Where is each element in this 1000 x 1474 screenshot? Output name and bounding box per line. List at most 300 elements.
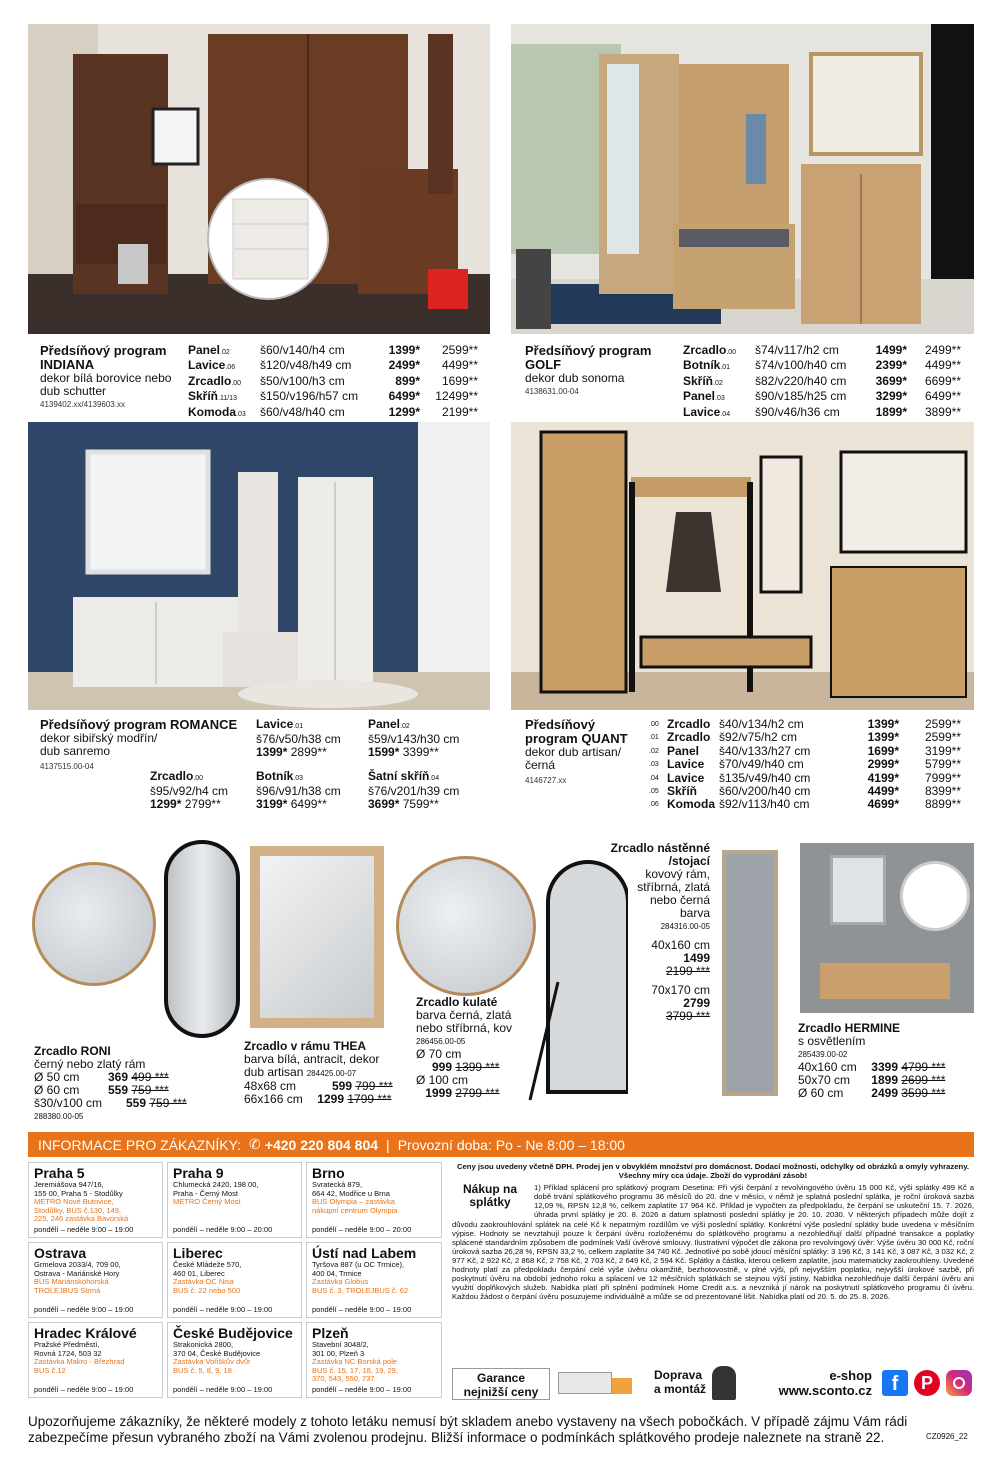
installment-purchase-label: Nákup na splátky <box>462 1182 517 1210</box>
phone-icon: ✆ <box>249 1136 261 1152</box>
store-transport: TROLEJBUS Strmá <box>34 1285 101 1295</box>
mirror-roni-tall-image <box>164 840 240 1038</box>
hermine-code: 285439.00-02 <box>798 1050 848 1059</box>
row-old-price: 1699** <box>441 373 478 388</box>
thea-desc-2: dub artisan <box>244 1065 304 1079</box>
row-price: 2399* <box>875 358 907 373</box>
store-ostrava <box>28 1242 163 1318</box>
item-code: .00 <box>193 775 204 782</box>
store-transport: Zastávka Vořiškův dvůr <box>173 1357 251 1367</box>
item-price: 1599* <box>368 745 400 759</box>
store-address: Tyršova 887 (u OC Trmice), <box>312 1260 405 1269</box>
row-code: .02 <box>713 379 723 387</box>
row-old-price: 1399 *** <box>455 1060 500 1074</box>
item-dim: š59/v143/h30 cm <box>368 732 460 746</box>
row-price: 2999* <box>867 757 899 772</box>
table-row <box>34 1097 264 1110</box>
item-old-price: 6499** <box>290 797 327 811</box>
row-dim: š60/v48/h40 cm <box>260 404 345 419</box>
romance-item-panel <box>368 718 459 759</box>
row-old-price: 12499** <box>435 389 478 404</box>
customer-info-bar <box>28 1132 974 1157</box>
row-name: Skříň <box>188 389 219 404</box>
table-row <box>683 375 973 390</box>
store-hours: pondělí – neděle 9:00 – 19:00 <box>312 1305 412 1315</box>
row-price: 369 <box>107 1070 128 1084</box>
doprava-line-2: a montáž <box>654 1382 707 1396</box>
item-dim: š76/v201/h39 cm <box>368 784 460 798</box>
row-dim: š74/v100/h40 cm <box>755 358 847 373</box>
row-code: .01 <box>649 734 659 742</box>
store-address: 301 00, Plzeň 3 <box>312 1348 365 1358</box>
store-name: Brno <box>312 1165 345 1181</box>
mirror-floor-image <box>722 850 778 1096</box>
row-price: 3299* <box>875 389 907 404</box>
table-row <box>798 1087 974 1100</box>
row-old-price: 8899** <box>924 797 961 812</box>
store-plzen <box>306 1322 442 1398</box>
row-code: .04 <box>720 410 731 418</box>
row-dim: š120/v48/h49 cm <box>260 358 352 373</box>
store-name: Ostrava <box>34 1245 87 1261</box>
row-price: 559 <box>107 1083 128 1097</box>
quant-title-1: Předsíňový <box>525 717 596 732</box>
store-address: Strakonická 2800, <box>173 1340 234 1349</box>
row-old-price: 8399** <box>924 784 961 799</box>
store-name: Liberec <box>173 1245 223 1261</box>
row-old-price: 6499** <box>924 389 961 404</box>
item-dim: š76/v50/h38 cm <box>256 732 341 746</box>
instagram-icon[interactable] <box>946 1370 972 1396</box>
item-name: Botník <box>256 769 294 783</box>
nastenne-price-1: 1499 <box>683 951 710 965</box>
store-address: Stavební 3048/2, <box>312 1340 369 1349</box>
store-hours: pondělí – neděle 9:00 – 19:00 <box>34 1225 134 1235</box>
nastenne-desc: barva <box>679 906 710 920</box>
item-code: .01 <box>293 723 304 730</box>
store-praha-9 <box>167 1162 302 1238</box>
store-name: Praha 5 <box>34 1165 85 1181</box>
row-name: Lavice <box>683 404 721 419</box>
store-transport: BUS č. 3, TROLEJBUS č. 62 <box>312 1285 409 1295</box>
store-transport: BUS č. 5, 8, 9, 18 <box>173 1365 232 1375</box>
doprava-line-1: Doprava <box>654 1368 703 1382</box>
store-address: Jeremiášova 947/16, <box>34 1180 104 1189</box>
row-size: 48x68 cm <box>244 1079 297 1093</box>
store-transport: Zastávka Makro - Březhrad <box>34 1357 125 1367</box>
quant-photo <box>511 422 974 710</box>
store-transport: METRO Černý Most <box>173 1197 241 1207</box>
row-dim: š60/v140/h4 cm <box>260 343 345 357</box>
row-price: 3399 <box>871 1060 898 1074</box>
store-hradec-kralove <box>28 1322 163 1398</box>
item-price: 1299* <box>150 797 182 811</box>
item-code: .04 <box>429 775 440 782</box>
hermine-title: Zrcadlo HERMINE <box>798 1021 901 1035</box>
item-dim: š95/v92/h4 cm <box>150 784 229 798</box>
row-old-price: 1799 *** <box>347 1092 392 1106</box>
store-hours: pondělí – neděle 9:00 – 19:00 <box>173 1305 273 1315</box>
nastenne-code: 284316.00-05 <box>660 922 710 931</box>
store-address: Grmelova 2033/4, 709 00, <box>34 1260 121 1269</box>
delivery-truck-icon <box>558 1368 638 1400</box>
row-price: 1899* <box>875 404 907 419</box>
row-name: Zrcadlo <box>188 373 232 388</box>
row-dim: š92/v75/h2 cm <box>719 730 798 745</box>
indiana-code: 4139402.xx/4139603.xx <box>40 400 125 409</box>
row-name: Lavice <box>667 770 705 785</box>
item-name: Lavice <box>256 717 294 731</box>
row-old-price: 3599 *** <box>901 1086 946 1100</box>
romance-item-botnik <box>256 770 341 811</box>
row-name: Zrcadlo <box>683 343 727 357</box>
garance-badge <box>452 1368 550 1400</box>
store-transport: BUS Mariánskohorská <box>34 1277 109 1287</box>
row-code: .03 <box>715 395 725 403</box>
row-size: 66x166 cm <box>244 1092 303 1106</box>
golf-title: Předsíňový program GOLF <box>525 343 652 372</box>
item-old-price: 7599** <box>402 797 439 811</box>
row-code: .01 <box>720 364 731 372</box>
nastenne-title-1: Zrcadlo nástěnné <box>610 841 710 855</box>
table-row <box>244 1093 409 1106</box>
row-price: 599 <box>331 1079 352 1093</box>
store-name: Plzeň <box>312 1325 349 1341</box>
mirror-kulate-image <box>396 856 536 996</box>
row-code: .06 <box>649 801 659 809</box>
row-price: 3699* <box>875 373 907 388</box>
romance-item-lavice <box>256 718 341 759</box>
romance-item-satni-skrin <box>368 770 459 811</box>
row-price: 1399* <box>867 717 899 731</box>
romance-title: Předsíňový program ROMANCE <box>40 717 238 732</box>
row-old-price: 6699** <box>924 373 961 388</box>
nastenne-old-price-2: 3799 *** <box>665 1009 710 1023</box>
page-code: CZ0926_22 <box>926 1432 968 1441</box>
store-ceske-budejovice <box>167 1322 302 1398</box>
row-old-price: 4499** <box>441 358 478 373</box>
store-address: Svratecká 879, <box>312 1180 363 1189</box>
quant-price-table <box>649 718 974 812</box>
eshop-line-1: e-shop <box>829 1368 872 1383</box>
row-old-price: 759 *** <box>131 1083 169 1097</box>
row-price: 999 <box>431 1060 452 1074</box>
row-old-price: 4499** <box>924 358 961 373</box>
nastenne-desc: stříbrná, zlatá <box>637 880 710 894</box>
table-row <box>649 785 974 798</box>
store-address: 370 04, České Budějovice <box>173 1348 261 1358</box>
row-code: .03 <box>649 761 659 769</box>
row-price: 1399* <box>388 343 420 357</box>
kulate-desc-2: nebo stříbrná, kov <box>416 1021 513 1035</box>
store-transport: Stodůlky, BUS č.130, 149, <box>34 1205 121 1215</box>
info-phone[interactable]: +420 220 804 804 <box>264 1136 379 1153</box>
footer-text: Upozorňujeme zákazníky, že některé modely z tohoto letáku nemusí být skladem anebo vystaveny na všech pobočkách. V případě zájmu Vám rádi zabezpečíme přesun vybraného zboží na Vámi zvolenou prodejnu. Bližší informace o podmínkách splátkového prodeje naleznete na straně 22. <box>28 1414 908 1445</box>
item-code: .03 <box>293 775 304 782</box>
eshop-link[interactable] <box>746 1368 872 1398</box>
row-old-price: 7999** <box>924 770 961 785</box>
nastenne-size-2: 70x170 cm <box>651 983 710 997</box>
table-row <box>188 406 488 421</box>
store-transport: 225, 246 zastávka Bavorská <box>34 1214 129 1224</box>
info-label: INFORMACE PRO ZÁKAZNÍKY: <box>38 1136 242 1153</box>
item-old-price: 2899** <box>290 745 327 759</box>
store-transport: BUS č. 15, 17, 18, 19, 29, <box>312 1365 398 1375</box>
golf-desc: dekor dub sonoma <box>525 371 625 385</box>
item-price: 3199* <box>256 797 288 811</box>
store-hours: pondělí – neděle 9:00 – 19:00 <box>312 1385 412 1395</box>
golf-price-table <box>683 344 973 421</box>
thea-title: Zrcadlo v rámu THEA <box>244 1039 367 1053</box>
row-code: .03 <box>236 410 246 418</box>
row-price: 1999 <box>425 1086 452 1100</box>
store-hours: pondělí – neděle 9:00 – 19:00 <box>34 1305 134 1315</box>
row-dim: š60/v200/h40 cm <box>719 784 811 799</box>
row-price: 2499 <box>871 1086 898 1100</box>
nastenne-price-2: 2799 <box>683 996 710 1010</box>
row-old-price: 3899** <box>924 404 961 419</box>
garance-line-2: nejnižší ceny <box>463 1385 539 1399</box>
row-code: .05 <box>649 788 659 796</box>
store-transport: 370, 543, 550, 737 <box>312 1374 375 1384</box>
store-transport: METRO Nové Butovice, <box>34 1197 114 1207</box>
legal-text-block <box>452 1162 974 1364</box>
row-code: .00 <box>649 721 659 728</box>
row-price: 1399* <box>867 730 899 745</box>
row-code: .11/13 <box>218 395 237 403</box>
hermine-desc: s osvětlením <box>798 1034 866 1048</box>
store-hours: pondělí – neděle 9:00 – 19:00 <box>34 1385 134 1395</box>
store-hours: pondělí – neděle 9:00 – 20:00 <box>312 1225 412 1235</box>
row-price: 4699* <box>867 797 899 812</box>
romance-code: 4137515.00-04 <box>40 762 94 771</box>
store-transport: Zastávka Globus <box>312 1277 369 1287</box>
row-size: Ø 100 cm <box>416 1073 469 1087</box>
row-dim: š40/v134/h2 cm <box>719 717 804 731</box>
row-old-price: 2599** <box>924 717 961 731</box>
item-old-price: 2799** <box>184 797 221 811</box>
row-size: 40x160 cm <box>798 1060 857 1074</box>
item-old-price: 3399** <box>402 745 439 759</box>
row-dim: š135/v49/h40 cm <box>719 770 811 785</box>
row-name: Lavice <box>188 358 226 373</box>
item-name: Panel <box>368 717 401 731</box>
roni-code: 288380.00-05 <box>34 1112 84 1121</box>
store-transport: BUS Olympia – zastávka <box>312 1197 395 1207</box>
row-old-price: 2599** <box>441 343 478 357</box>
table-row <box>188 390 488 405</box>
row-dim: š92/v113/h40 cm <box>719 797 810 812</box>
romance-desc-1: dekor sibiřský modřín/ <box>40 731 158 745</box>
row-dim: š90/v46/h36 cm <box>755 404 840 419</box>
row-size: Ø 50 cm <box>34 1070 80 1084</box>
nastenne-size-1: 40x160 cm <box>651 938 710 952</box>
pinterest-icon[interactable]: P <box>914 1370 940 1396</box>
nastenne-title-2: /stojací <box>668 854 710 868</box>
table-row <box>683 344 973 359</box>
table-row <box>188 359 488 374</box>
row-code: .02 <box>649 747 659 755</box>
row-old-price: 4799 *** <box>901 1060 946 1074</box>
item-code: .02 <box>400 723 410 730</box>
nastenne-desc: kovový rám, <box>645 867 710 881</box>
item-name: Šatní skříň <box>368 769 430 783</box>
quant-code: 4146727.xx <box>525 776 567 785</box>
store-usti-nad-labem <box>306 1242 442 1318</box>
row-price: 1899 <box>871 1073 898 1087</box>
store-address: Praha - Černý Most <box>173 1188 239 1198</box>
store-address: České Mládeže 570, <box>173 1260 242 1269</box>
store-address: Ostrava - Mariánské Hory <box>34 1268 120 1278</box>
golf-photo <box>511 24 974 334</box>
mirror-roni-round-image <box>32 862 156 986</box>
romance-card <box>28 422 490 822</box>
row-old-price: 3199** <box>924 743 961 758</box>
row-code: .00 <box>231 379 242 387</box>
row-name: Skříň <box>683 373 714 388</box>
kulate-title: Zrcadlo kulaté <box>416 995 498 1009</box>
golf-card <box>511 24 974 419</box>
row-old-price: 2199** <box>441 404 478 419</box>
row-old-price: 2699 *** <box>901 1073 946 1087</box>
table-row <box>188 375 488 390</box>
garance-line-1: Garance <box>476 1371 526 1385</box>
row-name: Skříň <box>667 784 698 799</box>
store-address: 400 04, Trmice <box>312 1268 362 1278</box>
row-size: Ø 70 cm <box>416 1047 462 1061</box>
row-name: Zrcadlo <box>667 717 711 731</box>
item-dim: š96/v91/h38 cm <box>256 784 341 798</box>
info-hours: Provozní doba: Po - Ne 8:00 – 18:00 <box>397 1136 625 1153</box>
store-address: 460 01, Liberec <box>173 1268 225 1278</box>
row-price: 4499* <box>867 784 899 799</box>
table-row <box>416 1087 534 1100</box>
table-row <box>188 344 488 359</box>
row-old-price: 2599** <box>924 730 961 745</box>
store-name: České Budějovice <box>173 1325 293 1341</box>
mirror-thea-image <box>250 846 384 1028</box>
hermine-block <box>798 1022 974 1100</box>
row-old-price: 499 *** <box>131 1070 169 1084</box>
store-brno <box>306 1162 442 1238</box>
row-dim: š50/v100/h3 cm <box>260 373 345 388</box>
row-size: Ø 60 cm <box>798 1086 844 1100</box>
row-name: Komoda <box>667 797 715 812</box>
store-name: Praha 9 <box>173 1165 224 1181</box>
store-liberec <box>167 1242 302 1318</box>
store-address: Pražské Předměstí, <box>34 1340 100 1349</box>
item-name: Zrcadlo <box>150 769 194 783</box>
indiana-title: Předsíňový program INDIANA <box>40 343 167 372</box>
store-transport: BUS č.12 <box>34 1365 66 1375</box>
row-price: 559 <box>125 1096 146 1110</box>
row-price: 2499* <box>388 358 420 373</box>
row-name: Botník <box>683 358 721 373</box>
row-dim: š40/v133/h27 cm <box>719 743 811 758</box>
row-dim: š90/v185/h25 cm <box>755 389 847 404</box>
romance-desc-2: dub sanremo <box>40 744 111 758</box>
table-row <box>683 390 973 405</box>
row-code: .02 <box>220 349 230 356</box>
table-row <box>683 359 973 374</box>
eshop-url: www.sconto.cz <box>778 1383 872 1398</box>
store-hours: pondělí – neděle 9:00 – 19:00 <box>173 1385 273 1395</box>
doprava-label <box>654 1368 706 1396</box>
store-praha-5 <box>28 1162 163 1238</box>
row-name: Lavice <box>667 757 705 772</box>
footer-notice <box>28 1414 974 1446</box>
row-price: 1299* <box>388 404 420 419</box>
row-dim: š74/v117/h2 cm <box>755 343 839 357</box>
row-dim: š150/v196/h57 cm <box>260 389 359 404</box>
roni-desc: černý nebo zlatý rám <box>34 1057 146 1071</box>
store-transport: BUS č. 22 nebo 500 <box>173 1285 241 1295</box>
store-transport: nákupní centrum Olympia <box>312 1205 398 1215</box>
quant-title-2: program QUANT <box>525 731 628 746</box>
row-dim: š82/v220/h40 cm <box>755 373 847 388</box>
row-name: Zrcadlo <box>667 730 711 745</box>
store-hours: pondělí – neděle 9:00 – 20:00 <box>173 1225 273 1235</box>
romance-photo <box>28 422 490 710</box>
row-name: Panel <box>683 389 716 404</box>
facebook-icon[interactable]: f <box>882 1370 908 1396</box>
row-old-price: 2499** <box>924 343 961 357</box>
table-row <box>649 718 974 731</box>
nastenne-desc: nebo černá <box>649 893 710 907</box>
thea-desc-1: barva bílá, antracit, dekor <box>244 1052 380 1066</box>
kulate-code: 286456.00-05 <box>416 1037 466 1046</box>
table-row <box>649 798 974 811</box>
row-price: 1499* <box>875 343 907 357</box>
item-price: 1399* <box>256 745 288 759</box>
hermine-photo <box>800 843 974 1013</box>
table-row <box>683 406 973 421</box>
row-code: .06 <box>225 364 236 372</box>
row-code: .00 <box>726 349 737 356</box>
store-address: Chlumecká 2420, 198 00, <box>173 1180 259 1189</box>
row-price: 899* <box>395 373 420 388</box>
nastenne-block <box>598 842 710 1023</box>
table-row <box>649 772 974 785</box>
divider: | <box>386 1136 390 1153</box>
row-code: .04 <box>649 774 659 782</box>
legal-installment-example: 1) Příklad splácení pro splátkový program Desetina: Při výši čerpání z revolvingového úvěru 15 000 Kč, výši splátky 499 Kč a době trvání splátkového programu 36 měsíců do 20. dne v měsíci, v němž je splatná poslední splátka, je roční úroková sazba 12,09 %, RPSN 12,8 %, celkem zaplatíte 17 964 Kč. Příklad je vypočten za předpokladu, že čerpání se uskuteční 15. 7. 2026, úhrada první splátky je 20. 8. 2026 a datum splatnosti poslední splátky je 20. 10. 2030. V některých případech může dojít z důvodu zaokrouhlování splátek na celé Kč k nepatrným rozdílům ve výši poslední splátky. Konkrétní výše poslední splátky bude uvedena v měsíčním výpise. Hodnoty se nevztahují pouze k čerpání úvěru rozloženému do splátkového programu a nezohledňují další případné transakce a poplatky splácené standardním způsobem dle podmínek Vaší úvěrové smlouvy. Ilustrativní výpočet dle zákona pro revolvingový úvěr: Výše úvěru 30 000 Kč, roční úroková sazba 26,28 %, RPSN 33,2 %, celkem zaplatíte 34 740 Kč. Jednotlivé po sobě jdoucí měsíční splátky: 3 196 Kč, 3 141 Kč, 3 087 Kč, 3 032 Kč, 2 977 Kč, 2 922 Kč, 2 868 Kč, 2 758 Kč, 2 703 Kč, 2 649 Kč, 2 594 Kč. Splátky a částka, kterou celkem zaplatíte, jsou matematicky zaokrouhleny. Uvedené hodnoty platí za předpokladu čerpání celé výše úvěru okamžitě, bezhotovostně, v plné výši, při nejvyšším poplatku, nejvyšší úrokové sazbě, při poskytnutí úvěru na období jednoho roku a splacení ve 12 měsíčních splátkách se stejnou výší jistiny. Nabídka nezohledňuje další čerpání úvěru ani využití doplňkových služeb. Nabídka platí při splnění podmínek Home Credit a.s. a nevzniká jí nárok na poskytnutí splátkového programu či úvěru. Každou žádost o čerpání úvěru posuzujeme individuálně a může se od prezentované lišit. Nabídka platí od 20. 5. do 25. 8. 2026. <box>452 1183 974 1302</box>
indiana-price-table <box>188 344 488 421</box>
row-dim: š70/v49/h40 cm <box>719 757 804 772</box>
kulate-desc-1: barva černá, zlatá <box>416 1008 512 1022</box>
indiana-desc: dekor bílá borovice nebo dub schutter <box>40 371 172 398</box>
worker-icon <box>712 1366 736 1400</box>
roni-block <box>34 1045 264 1123</box>
store-name: Ústí nad Labem <box>312 1245 417 1261</box>
store-address: Rovná 1724, 503 32 <box>34 1348 102 1358</box>
table-row <box>649 731 974 744</box>
golf-code: 4138631.00-04 <box>525 387 579 396</box>
row-price: 6499* <box>388 389 420 404</box>
row-old-price: 759 *** <box>149 1096 187 1110</box>
row-size: 50x70 cm <box>798 1073 851 1087</box>
row-old-price: 5799** <box>924 757 961 772</box>
thea-block <box>244 1040 409 1106</box>
row-size: Ø 60 cm <box>34 1083 80 1097</box>
row-old-price: 799 *** <box>355 1079 393 1093</box>
kulate-block <box>416 996 534 1100</box>
quant-desc-2: černá <box>525 758 556 772</box>
table-row <box>649 745 974 758</box>
item-price: 3699* <box>368 797 400 811</box>
indiana-photo <box>28 24 490 334</box>
row-price: 1699* <box>867 743 899 758</box>
